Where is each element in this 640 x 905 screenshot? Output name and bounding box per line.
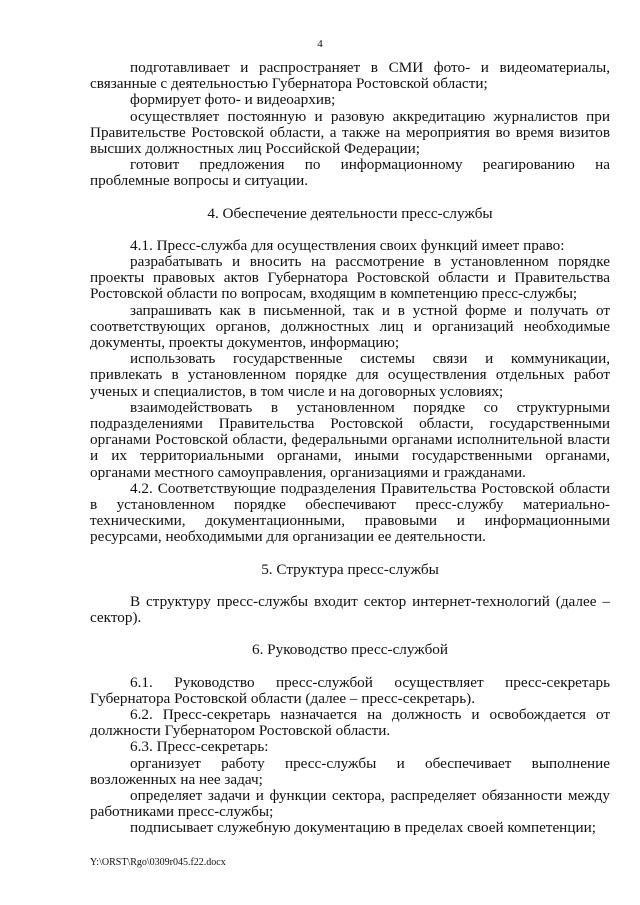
paragraph: В структуру пресс-службы входит сектор интернет-технологий (далее – сектор). [90, 592, 610, 627]
paragraph: осуществляет постоянную и разовую аккредитацию журналистов при Правительстве Ростовской области, а также на мероприятия во время визитов высших должностных лиц Российской Федерации; [90, 107, 610, 158]
paragraph: формирует фото- и видеоархив; [130, 91, 336, 109]
paragraph: подготавливает и распространяет в СМИ фото- и видеоматериалы, связанные с деятельностью Губернатора Ростовской области; [90, 59, 610, 93]
paragraph: определяет задачи и функции сектора, распределяет обязанности между работниками пресс-службы; [90, 786, 610, 821]
page-number: 4 [317, 38, 323, 50]
paragraph: взаимодействовать в установленном порядке со структурными подразделениями Правительства Ростовской области, государственными органами Ростовской области, федеральными органами исполнительной власти и их территориальными органами, иными государственными органами, органами местного самоуправления, организациями и гражданами. [90, 398, 610, 481]
paragraph: подписывает служебную документацию в пределах своей компетенции; [130, 819, 596, 837]
section-6-heading: 6. Руководство пресс-службой [251, 641, 449, 659]
paragraph: организует работу пресс-службы и обеспечивает выполнение возложенных на нее задач; [90, 754, 610, 788]
paragraph: 4.1. Пресс-служба для осуществления своих функций имеет право: [130, 236, 565, 254]
footer-file-path: Y:\ORST\Rgo\0309r045.f22.docx [90, 857, 226, 868]
document-body [90, 60, 610, 837]
paragraph: использовать государственные системы связи и коммуникации, привлекать в установленном порядке для осуществления отдельных работ ученых и специалистов, в том числе и на договорных условиях; [90, 350, 610, 400]
paragraph: готовит предложения по информационному реагированию на проблемные вопросы и ситуации. [90, 156, 610, 190]
paragraph: 6.3. Пресс-секретарь: [130, 738, 269, 756]
paragraph: разрабатывать и вносить на рассмотрение в установленном порядке проекты правовых актов Губернатора Ростовской области и Правительства Ростовской области по вопросам, входящим в компетенцию пресс-службы; [90, 253, 610, 303]
paragraph: 4.2. Соответствующие подразделения Правительства Ростовской области в установленном порядке обеспечивают пресс-службу материально-техническими, документационными, правовыми и информационными ресурсами, необходимыми для организации ее деятельности. [90, 479, 610, 546]
section-4-heading: 4. Обеспечение деятельности пресс-службы [207, 204, 493, 222]
paragraph: запрашивать как в письменной, так и в устной форме и получать от соответствующих органов, должностных лиц и организаций необходимые документы, проекты документов, информацию; [90, 301, 610, 352]
paragraph: 6.2. Пресс-секретарь назначается на должность и освобождается от должности Губернатором Ростовской области. [90, 705, 610, 740]
paragraph: 6.1. Руководство пресс-службой осуществляет пресс-секретарь Губернатора Ростовской области (далее – пресс-секретарь). [90, 673, 610, 707]
section-5-heading: 5. Структура пресс-службы [261, 560, 439, 578]
